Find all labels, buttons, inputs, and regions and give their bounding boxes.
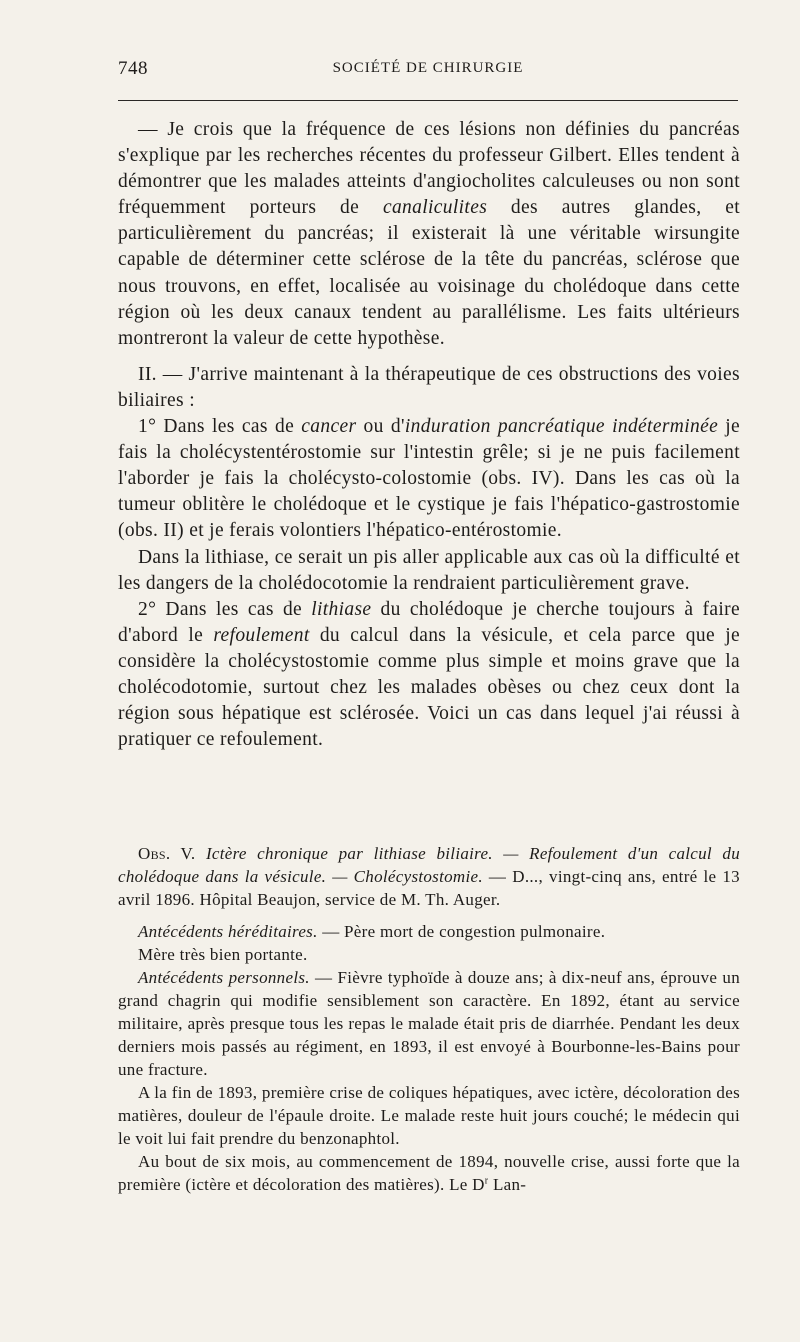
page-number: 748: [118, 58, 148, 79]
main-text: [118, 117, 740, 753]
paragraph: 2° Dans les cas de lithiase du cholédoque je cherche toujours à faire d'abord le refoulement du calcul dans la vésicule, et cela parce que je considère la cholécystostomie comme plus simple et moins grave que la cholécodotomie, surtout chez les malades obèses ou chez ceux dont la région sous hépatique est sclérosée. Voici un cas dans lequel j'ai réussi à pratiquer ce refoulement.: [118, 598, 740, 751]
paragraph: II. — J'arrive maintenant à la thérapeutique de ces obstructions des voies biliaires :: [118, 363, 740, 411]
header-rule: [118, 100, 738, 101]
paragraph: Antécédents héréditaires. — Père mort de congestion pulmonaire.: [138, 922, 606, 941]
page-header: [118, 58, 738, 88]
paragraph: Mère très bien portante.: [138, 945, 308, 964]
paragraph: Dans la lithiase, ce serait un pis aller applicable aux cas où la difficulté et les dangers de la cholédocotomie la rendraient particulièrement grave.: [118, 546, 740, 594]
paragraph: 1° Dans les cas de cancer ou d'induration pancréatique indéterminée je fais la cholécystentérostomie sur l'intestin grêle; si je ne puis facilement l'aborder je fais la cholécysto-colostomie (obs. IV). Dans les cas où la tumeur oblitère le cholédoque et le cystique je fais l'hépatico-gastrostomie (obs. II) et je ferais volontiers l'hépatico-entérostomie.: [118, 416, 740, 542]
paragraph: Au bout de six mois, au commencement de 1894, nouvelle crise, aussi forte que la première (ictère et décoloration des matières). Le $D^r$ Lan-: [118, 1152, 740, 1194]
paragraph: A la fin de 1893, première crise de coliques hépatiques, avec ictère, décoloration des matières, douleur de l'épaule droite. Le malade reste huit jours couché; le médecin qui le voit lui fait prendre du benzonaphtol.: [118, 1083, 740, 1148]
observation-heading: Obs. V. Ictère chronique par lithiase biliaire. — Refoulement d'un calcul du cholédoque dans la vésicule. — Cholécystostomie. — D..., vingt-cinq ans, entré le 13 avril 1896. Hôpital Beaujon, service de M. Th. Auger.: [118, 844, 740, 909]
running-head: SOCIÉTÉ DE CHIRURGIE: [332, 60, 524, 76]
paragraph: — Je crois que la fréquence de ces lésions non définies du pancréas s'explique par les recherches récentes du professeur Gilbert. Elles tendent à démontrer que les malades atteints d'angiocholites calculeuses ou non sont fréquemment porteurs de canaliculites des autres glandes, et particulièrement du pancréas; il existerait là une véritable wirsungite capable de déterminer cette sclérose de la tête du pancréas, sclérose que nous trouvons, en effet, localisée au voisinage du cholédoque dans cette région où les deux canaux tendent au parallélisme. Les faits ultérieurs montreront la valeur de cette hypothèse.: [118, 119, 740, 349]
observation-text: [118, 842, 740, 1196]
paragraph: Antécédents personnels. — Fièvre typhoïde à douze ans; à dix-neuf ans, éprouve un grand chagrin qui modifie sensiblement son caractère. En 1892, étant au service militaire, après presque tous les repas le malade était pris de diarrhée. Pendant les deux derniers mois passés au régiment, en 1893, il est envoyé à Bourbonne-les-Bains pour une fracture.: [118, 968, 740, 1079]
